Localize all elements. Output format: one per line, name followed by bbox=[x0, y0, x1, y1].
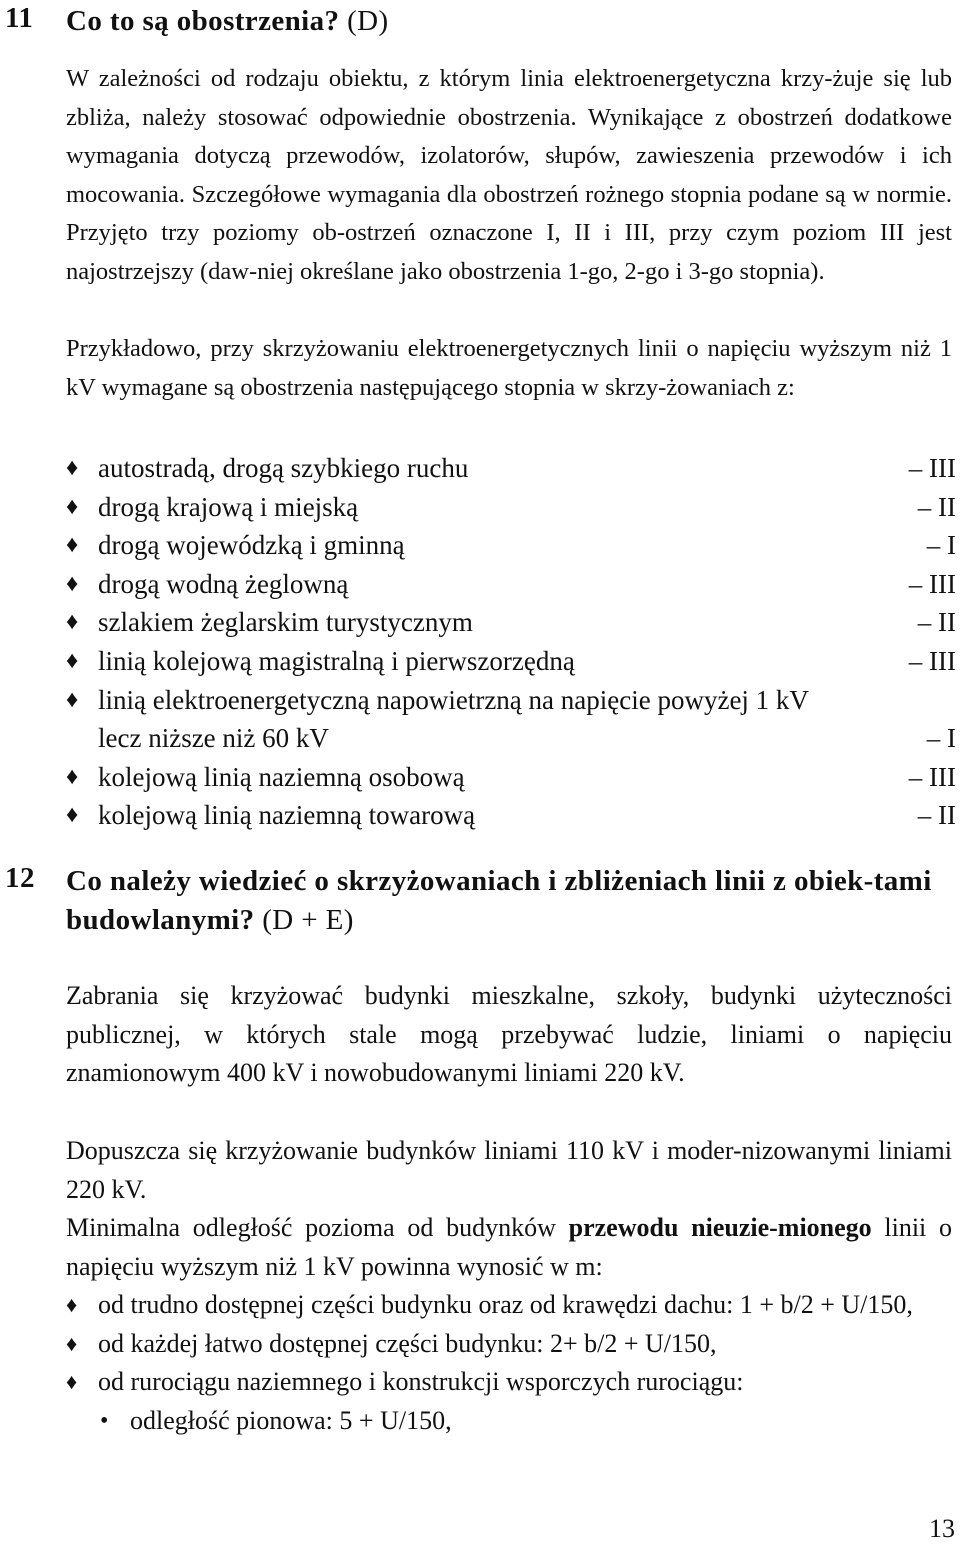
crossing-list bbox=[66, 449, 956, 835]
item-level: – II bbox=[917, 800, 956, 831]
list-item bbox=[66, 1363, 952, 1402]
question-tag: (D + E) bbox=[262, 904, 354, 936]
item-level: – III bbox=[908, 761, 956, 792]
item-level: – I bbox=[926, 723, 956, 754]
question-title bbox=[66, 2, 952, 41]
item-text: kolejową linią naziemną towarową bbox=[98, 800, 476, 831]
question-title-text: Co należy wiedzieć o skrzyżowaniach i zbliżeniach linii z obiek-tami budowlanymi? bbox=[66, 865, 932, 936]
dot-bullet-icon: • bbox=[100, 1407, 109, 1434]
item-level: – III bbox=[908, 645, 956, 676]
item-text: autostradą, drogą szybkiego ruchu bbox=[98, 453, 469, 483]
page-number: 13 bbox=[929, 1514, 955, 1543]
list-item bbox=[66, 681, 956, 758]
paragraph: W zależności od rodzaju obiektu, z którym linia elektroenergetyczna krzy-żuje się lub zbliża, należy stosować odpowiednie obostrzenia. Wynikające z obostrzeń dodatkowe wymagania dotyczą przewodów, izolatorów, słupów, zawieszenia przewodów i ich mocowania. Szczegółowe wymagania dla obostrzeń rożnego stopnia podane są w normie. Przyjęto trzy poziomy ob-ostrzeń oznaczone I, II i III, przy czym poziom III jest najostrzejszy (daw-niej określane jako obostrzenia 1-go, 2-go i 3-go stopnia). bbox=[66, 65, 952, 285]
item-level: – II bbox=[917, 491, 956, 522]
paragraph: Zabrania się krzyżować budynki mieszkalne, szkoły, budynki użyteczności publicznej, w których stale mogą przebywać ludzie, liniami o napięciu znamionowym 400 kV i nowobudowanymi liniami 220 kV. bbox=[66, 981, 952, 1087]
list-item bbox=[66, 796, 956, 835]
diamond-bullet-icon: ♦ bbox=[66, 609, 79, 636]
list-subitem bbox=[66, 1402, 952, 1441]
item-text: od trudno dostępnej części budynku oraz od krawędzi dachu: 1 + b/2 + U/150, bbox=[98, 1290, 913, 1319]
question-title bbox=[66, 862, 952, 940]
diamond-bullet-icon: ♦ bbox=[66, 493, 79, 520]
list-item bbox=[66, 758, 956, 797]
question-tag: (D) bbox=[347, 5, 389, 37]
question-number: 11 bbox=[5, 2, 34, 34]
item-text: od każdej łatwo dostępnej części budynku: 2+ b/2 + U/150, bbox=[98, 1328, 717, 1358]
item-level: – III bbox=[908, 568, 956, 599]
paragraph-text: linii o napięciu wyższym niż 1 kV powinna wynosić w m: bbox=[66, 1213, 953, 1281]
list-item bbox=[66, 565, 956, 604]
distance-list bbox=[66, 1286, 952, 1440]
item-level: – III bbox=[908, 453, 956, 483]
item-text: linią kolejową magistralną i pierwszorzędną bbox=[98, 645, 575, 676]
question-number: 12 bbox=[5, 862, 35, 894]
diamond-bullet-icon: ♦ bbox=[66, 532, 79, 559]
diamond-bullet-icon: ♦ bbox=[66, 647, 79, 674]
diamond-bullet-icon: ♦ bbox=[66, 1330, 78, 1356]
item-text: linią elektroenergetyczną napowietrzną na napięcie powyżej 1 kV lecz niższe niż 60 kV bbox=[98, 684, 809, 754]
diamond-bullet-icon: ♦ bbox=[66, 455, 79, 481]
item-text: kolejową linią naziemną osobową bbox=[98, 761, 465, 792]
item-text: drogą wojewódzką i gminną bbox=[98, 530, 405, 561]
item-text: od rurociągu naziemnego i konstrukcji wsporczych rurociągu: bbox=[98, 1367, 744, 1396]
diamond-bullet-icon: ♦ bbox=[66, 802, 79, 829]
list-item bbox=[66, 488, 956, 527]
item-text: drogą krajową i miejską bbox=[98, 491, 359, 522]
list-item bbox=[66, 603, 956, 642]
list-item bbox=[66, 642, 956, 681]
item-text: szlakiem żeglarskim turystycznym bbox=[98, 607, 473, 638]
list-item bbox=[66, 526, 956, 565]
paragraph-text: Minimalna odległość pozioma od budynków bbox=[66, 1213, 556, 1242]
item-text: drogą wodną żeglowną bbox=[98, 568, 349, 599]
paragraph: Przykładowo, przy skrzyżowaniu elektroenergetycznych linii o napięciu wyższym niż 1 kV wymagane są obostrzenia następującego stopnia w skrzy-żowaniach z: bbox=[66, 335, 952, 401]
paragraph: Dopuszcza się krzyżowanie budynków liniami 110 kV i moder-nizowanymi liniami 220 kV. bbox=[66, 1136, 952, 1204]
list-item bbox=[66, 1325, 952, 1364]
item-text: odległość pionowa: 5 + U/150, bbox=[130, 1405, 452, 1435]
diamond-bullet-icon: ♦ bbox=[66, 1292, 78, 1317]
diamond-bullet-icon: ♦ bbox=[66, 763, 79, 790]
diamond-bullet-icon: ♦ bbox=[66, 570, 79, 597]
paragraph bbox=[66, 1209, 952, 1286]
item-level: – I bbox=[926, 530, 956, 561]
list-item bbox=[66, 1286, 952, 1325]
question-title-text: Co to są obostrzenia? bbox=[66, 5, 340, 37]
list-item bbox=[66, 449, 956, 488]
diamond-bullet-icon: ♦ bbox=[66, 1369, 78, 1394]
diamond-bullet-icon: ♦ bbox=[66, 686, 79, 713]
item-level: – II bbox=[917, 607, 956, 638]
bold-term: przewodu nieuzie-mionego bbox=[568, 1213, 872, 1242]
